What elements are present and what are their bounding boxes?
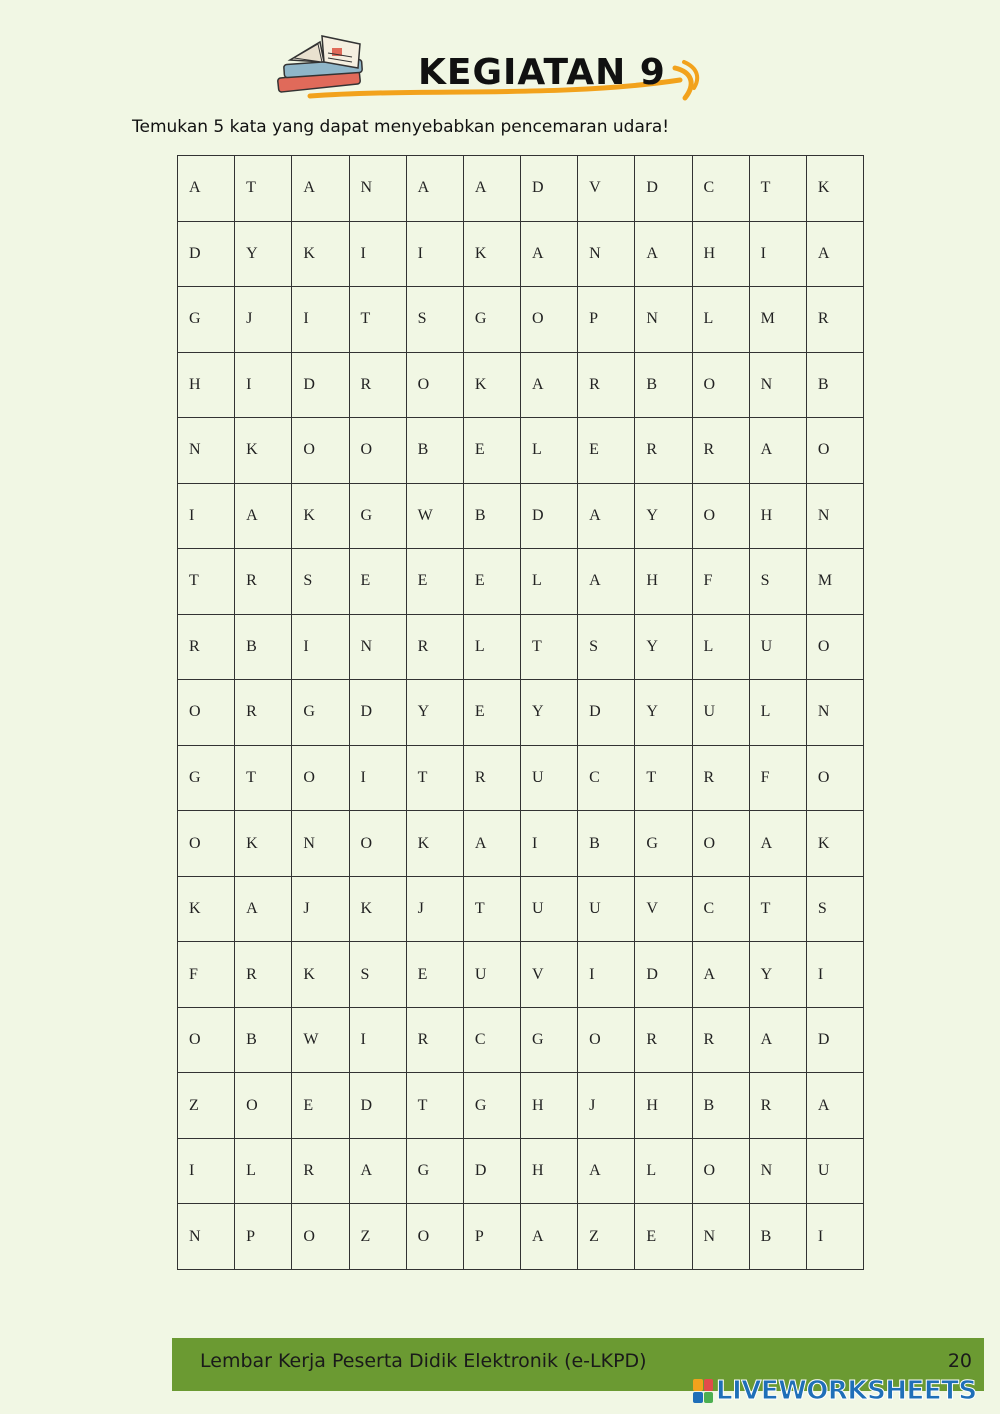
grid-cell[interactable]: O [350,418,407,484]
grid-cell[interactable]: L [464,615,521,681]
grid-cell[interactable]: R [750,1073,807,1139]
grid-cell[interactable]: A [521,222,578,288]
grid-cell[interactable]: V [635,877,692,943]
grid-cell[interactable]: L [693,615,750,681]
grid-cell[interactable]: U [693,680,750,746]
grid-cell[interactable]: E [464,680,521,746]
grid-cell[interactable]: T [464,877,521,943]
grid-cell[interactable]: G [178,287,235,353]
grid-cell[interactable]: T [407,1073,464,1139]
grid-cell[interactable]: H [178,353,235,419]
grid-cell[interactable]: H [635,1073,692,1139]
grid-cell[interactable]: D [578,680,635,746]
grid-cell[interactable]: O [178,680,235,746]
grid-cell[interactable]: G [521,1008,578,1074]
grid-cell[interactable]: A [750,1008,807,1074]
grid-cell[interactable]: J [578,1073,635,1139]
grid-cell[interactable]: N [807,484,864,550]
grid-cell[interactable]: K [350,877,407,943]
grid-cell[interactable]: D [635,156,692,222]
grid-cell[interactable]: A [521,1204,578,1270]
grid-cell[interactable]: A [807,1073,864,1139]
grid-cell[interactable]: R [693,746,750,812]
grid-cell[interactable]: A [578,549,635,615]
grid-cell[interactable]: E [578,418,635,484]
grid-cell[interactable]: A [750,811,807,877]
grid-cell[interactable]: D [521,156,578,222]
grid-cell[interactable]: Y [521,680,578,746]
grid-cell[interactable]: T [635,746,692,812]
grid-cell[interactable]: L [693,287,750,353]
grid-cell[interactable]: C [578,746,635,812]
grid-cell[interactable]: G [178,746,235,812]
grid-cell[interactable]: S [350,942,407,1008]
grid-cell[interactable]: K [464,222,521,288]
grid-cell[interactable]: N [578,222,635,288]
grid-cell[interactable]: E [407,549,464,615]
grid-cell[interactable]: K [292,942,349,1008]
grid-cell[interactable]: O [407,1204,464,1270]
grid-cell[interactable]: O [292,418,349,484]
grid-cell[interactable]: R [292,1139,349,1205]
grid-cell[interactable]: Y [407,680,464,746]
grid-cell[interactable]: B [807,353,864,419]
grid-cell[interactable]: A [407,156,464,222]
grid-cell[interactable]: I [578,942,635,1008]
grid-cell[interactable]: R [693,418,750,484]
liveworksheets-brand [693,1375,977,1407]
grid-cell[interactable]: U [521,877,578,943]
grid-cell[interactable]: W [407,484,464,550]
grid-cell[interactable]: Z [578,1204,635,1270]
grid-cell[interactable]: I [807,942,864,1008]
grid-cell[interactable]: J [407,877,464,943]
grid-cell[interactable]: R [235,942,292,1008]
grid-cell[interactable]: N [350,615,407,681]
grid-cell[interactable]: M [807,549,864,615]
grid-cell[interactable]: U [521,746,578,812]
grid-cell[interactable]: O [292,1204,349,1270]
grid-cell[interactable]: S [807,877,864,943]
grid-cell[interactable]: I [350,222,407,288]
grid-cell[interactable]: C [693,877,750,943]
grid-cell[interactable]: E [350,549,407,615]
grid-cell[interactable]: A [693,942,750,1008]
grid-cell[interactable]: Y [235,222,292,288]
page-title: KEGIATAN 9 [418,52,666,93]
grid-cell[interactable]: I [235,353,292,419]
grid-cell[interactable]: Y [635,615,692,681]
grid-cell[interactable]: G [292,680,349,746]
grid-cell[interactable]: Z [178,1073,235,1139]
grid-cell[interactable]: S [750,549,807,615]
footer-text: Lembar Kerja Peserta Didik Elektronik (e-LKPD) [200,1350,647,1372]
grid-cell[interactable]: Y [635,680,692,746]
grid-cell[interactable]: D [635,942,692,1008]
grid-cell[interactable]: I [350,1008,407,1074]
grid-cell[interactable]: I [807,1204,864,1270]
grid-cell[interactable]: B [635,353,692,419]
grid-cell[interactable]: L [635,1139,692,1205]
grid-cell[interactable]: E [464,418,521,484]
grid-cell[interactable]: O [693,484,750,550]
grid-cell[interactable]: R [178,615,235,681]
grid-cell[interactable]: O [578,1008,635,1074]
grid-cell[interactable]: B [407,418,464,484]
grid-cell[interactable]: R [235,680,292,746]
grid-cell[interactable]: U [807,1139,864,1205]
grid-cell[interactable]: M [750,287,807,353]
grid-cell[interactable]: F [178,942,235,1008]
grid-cell[interactable]: R [635,418,692,484]
grid-cell[interactable]: A [464,156,521,222]
grid-cell[interactable]: F [693,549,750,615]
grid-cell[interactable]: D [807,1008,864,1074]
grid-cell[interactable]: O [693,1139,750,1205]
grid-cell[interactable]: N [807,680,864,746]
grid-cell[interactable]: T [407,746,464,812]
grid-cell[interactable]: B [578,811,635,877]
grid-cell[interactable]: R [407,1008,464,1074]
grid-cell[interactable]: R [578,353,635,419]
grid-cell[interactable]: G [635,811,692,877]
grid-cell[interactable]: A [578,484,635,550]
grid-cell[interactable]: K [807,156,864,222]
grid-cell[interactable]: I [178,484,235,550]
grid-cell[interactable]: R [235,549,292,615]
grid-cell[interactable]: K [292,484,349,550]
grid-cell[interactable]: D [350,680,407,746]
grid-cell[interactable]: A [578,1139,635,1205]
grid-cell[interactable]: A [178,156,235,222]
grid-cell[interactable]: D [350,1073,407,1139]
grid-cell[interactable]: R [407,615,464,681]
grid-cell[interactable]: J [292,877,349,943]
grid-cell[interactable]: K [292,222,349,288]
grid-cell[interactable]: U [578,877,635,943]
grid-cell[interactable]: I [407,222,464,288]
grid-cell[interactable]: K [235,811,292,877]
grid-cell[interactable]: D [178,222,235,288]
grid-cell[interactable]: A [464,811,521,877]
grid-cell[interactable]: S [292,549,349,615]
grid-cell[interactable]: C [693,156,750,222]
grid-cell[interactable]: O [407,353,464,419]
grid-cell[interactable]: B [750,1204,807,1270]
grid-cell[interactable]: R [807,287,864,353]
grid-cell[interactable]: H [521,1073,578,1139]
grid-cell[interactable]: Y [635,484,692,550]
grid-cell[interactable]: I [521,811,578,877]
grid-cell[interactable]: K [807,811,864,877]
grid-cell[interactable]: N [750,1139,807,1205]
grid-cell[interactable]: E [464,549,521,615]
grid-cell[interactable]: Y [750,942,807,1008]
grid-cell[interactable]: N [292,811,349,877]
grid-cell[interactable]: S [407,287,464,353]
grid-cell[interactable]: I [178,1139,235,1205]
grid-cell[interactable]: O [178,1008,235,1074]
grid-cell[interactable]: C [464,1008,521,1074]
grid-cell[interactable]: O [292,746,349,812]
grid-cell[interactable]: T [235,156,292,222]
grid-cell[interactable]: D [464,1139,521,1205]
grid-cell[interactable]: O [235,1073,292,1139]
grid-cell[interactable]: N [750,353,807,419]
grid-cell[interactable]: K [178,877,235,943]
grid-cell[interactable]: F [750,746,807,812]
grid-cell[interactable]: O [350,811,407,877]
grid-cell[interactable]: E [292,1073,349,1139]
grid-cell[interactable]: U [464,942,521,1008]
grid-cell[interactable]: O [807,418,864,484]
grid-cell[interactable]: N [693,1204,750,1270]
grid-cell[interactable]: D [521,484,578,550]
grid-cell[interactable]: S [578,615,635,681]
grid-cell[interactable]: G [350,484,407,550]
grid-cell[interactable]: P [464,1204,521,1270]
grid-cell[interactable]: R [350,353,407,419]
grid-cell[interactable]: H [521,1139,578,1205]
grid-cell[interactable]: A [292,156,349,222]
grid-cell[interactable]: P [235,1204,292,1270]
grid-cell[interactable]: G [464,287,521,353]
grid-cell[interactable]: T [350,287,407,353]
grid-cell[interactable]: K [464,353,521,419]
grid-cell[interactable]: P [578,287,635,353]
grid-cell[interactable]: A [235,877,292,943]
grid-cell[interactable]: N [350,156,407,222]
grid-cell[interactable]: O [693,811,750,877]
word-search-grid [177,155,864,1270]
grid-cell[interactable]: L [235,1139,292,1205]
grid-cell[interactable]: K [407,811,464,877]
grid-cell[interactable]: O [807,615,864,681]
grid-cell[interactable]: I [292,615,349,681]
grid-cell[interactable]: A [807,222,864,288]
grid-cell[interactable]: I [292,287,349,353]
grid-cell[interactable]: O [178,811,235,877]
grid-cell[interactable]: E [635,1204,692,1270]
grid-cell[interactable]: Z [350,1204,407,1270]
grid-cell[interactable]: O [693,353,750,419]
grid-cell[interactable]: H [635,549,692,615]
grid-cell[interactable]: U [750,615,807,681]
grid-cell[interactable]: K [235,418,292,484]
grid-cell[interactable]: G [464,1073,521,1139]
grid-cell[interactable]: W [292,1008,349,1074]
grid-cell[interactable]: V [521,942,578,1008]
grid-cell[interactable]: V [578,156,635,222]
grid-cell[interactable]: L [521,418,578,484]
grid-cell[interactable]: D [292,353,349,419]
grid-cell[interactable]: R [635,1008,692,1074]
grid-cell[interactable]: B [235,615,292,681]
grid-cell[interactable]: L [521,549,578,615]
grid-cell[interactable]: B [464,484,521,550]
grid-cell[interactable]: J [235,287,292,353]
grid-cell[interactable]: T [750,156,807,222]
grid-cell[interactable]: N [178,1204,235,1270]
grid-cell[interactable]: O [521,287,578,353]
grid-cell[interactable]: G [407,1139,464,1205]
grid-cell[interactable]: T [178,549,235,615]
grid-cell[interactable]: E [407,942,464,1008]
grid-cell[interactable]: A [350,1139,407,1205]
instruction-text: Temukan 5 kata yang dapat menyebabkan pencemaran udara! [132,117,670,137]
grid-cell[interactable]: I [750,222,807,288]
grid-cell[interactable]: H [750,484,807,550]
grid-cell[interactable]: R [693,1008,750,1074]
grid-cell[interactable]: R [464,746,521,812]
page-number: 20 [947,1350,972,1372]
grid-cell[interactable]: B [235,1008,292,1074]
grid-cell[interactable]: O [807,746,864,812]
grid-cell[interactable]: T [750,877,807,943]
grid-cell[interactable]: T [235,746,292,812]
grid-cell[interactable]: I [350,746,407,812]
grid-cell[interactable]: H [693,222,750,288]
grid-cell[interactable]: A [750,418,807,484]
grid-cell[interactable]: T [521,615,578,681]
grid-cell[interactable]: A [521,353,578,419]
grid-cell[interactable]: N [178,418,235,484]
brand-name: LIVEWORKSHEETS [716,1376,977,1406]
grid-cell[interactable]: A [635,222,692,288]
grid-cell[interactable]: N [635,287,692,353]
grid-cell[interactable]: A [235,484,292,550]
liveworksheets-logo-icon [693,1379,713,1403]
grid-cell[interactable]: L [750,680,807,746]
grid-cell[interactable]: B [693,1073,750,1139]
